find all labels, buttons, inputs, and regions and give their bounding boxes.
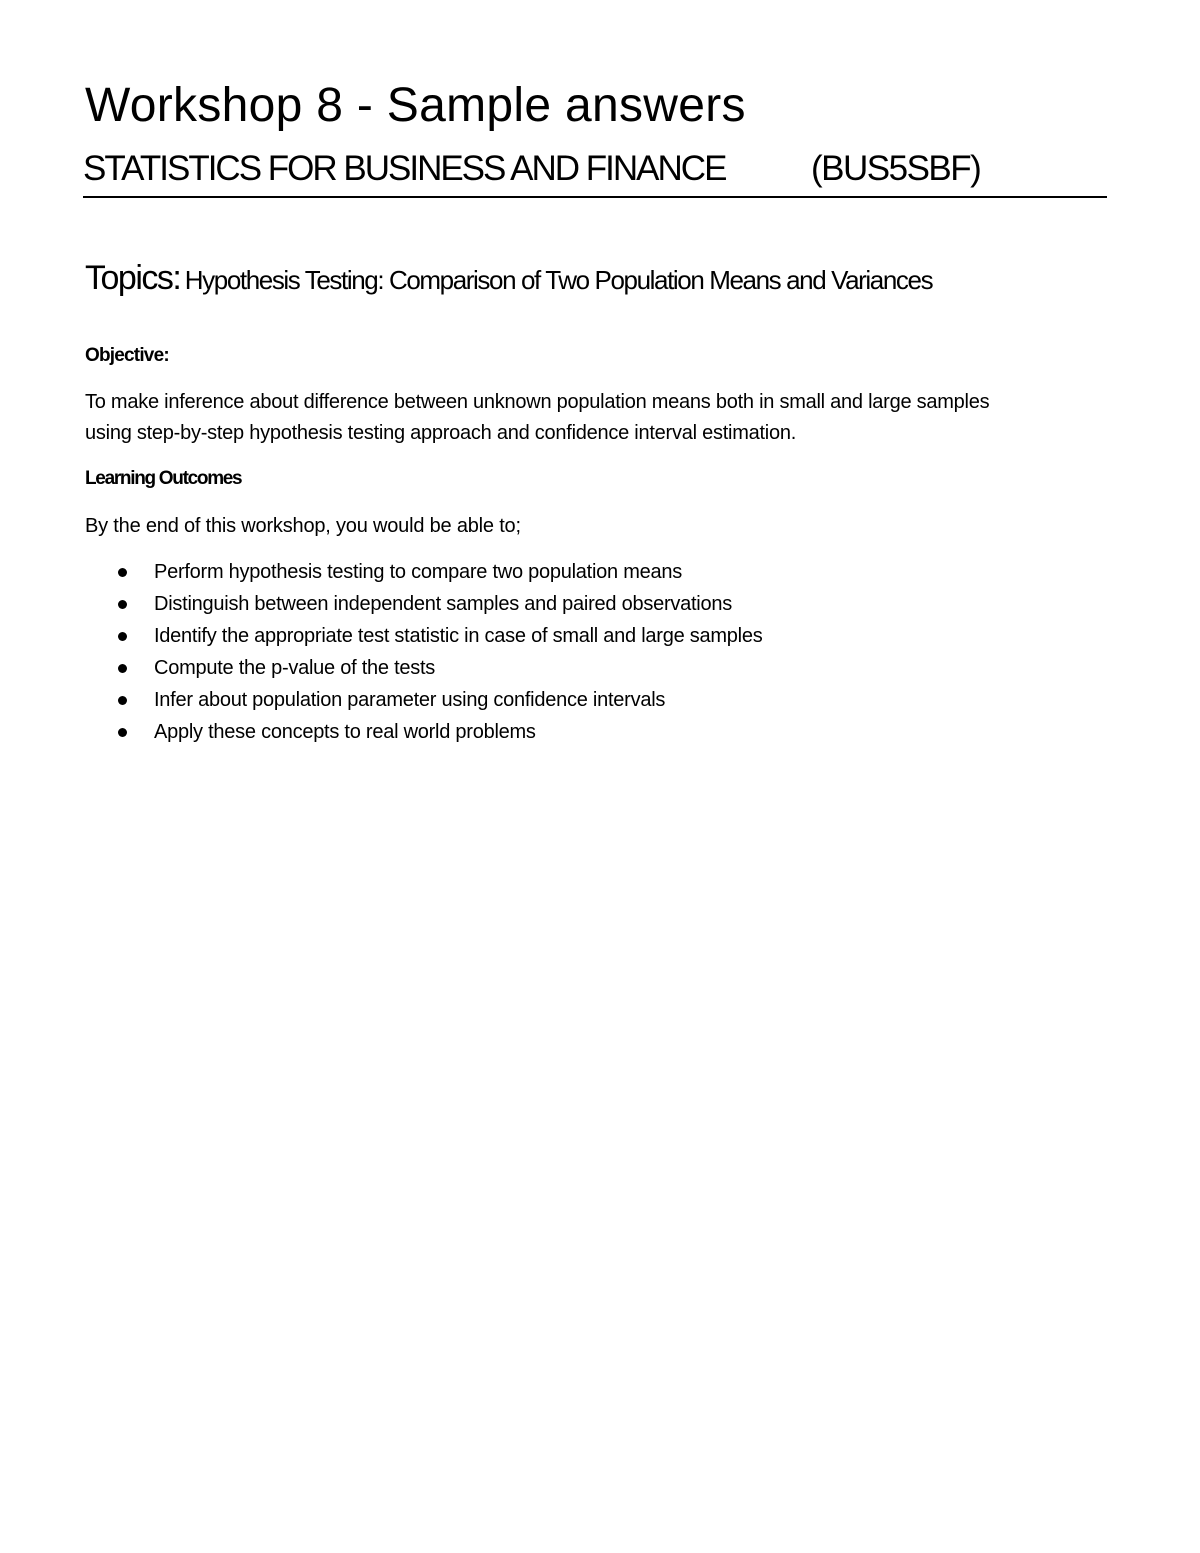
topics-label: Topics: — [85, 259, 181, 297]
learning-outcomes-heading: Learning Outcomes — [85, 468, 242, 489]
topics-text: Hypothesis Testing: Comparison of Two Population Means and Variances — [184, 265, 933, 295]
bullet-icon — [118, 728, 127, 737]
objective-paragraph — [85, 387, 1095, 449]
topics-line — [85, 256, 932, 307]
outcomes-intro: By the end of this workshop, you would be able to; — [85, 515, 521, 537]
bullet-icon — [118, 600, 127, 609]
objective-line-2: using step-by-step hypothesis testing approach and confidence interval estimation. — [85, 422, 797, 444]
document-title: Workshop 8 - Sample answers — [85, 79, 746, 132]
bullet-icon — [118, 664, 127, 673]
bullet-icon — [118, 696, 127, 705]
outcome-text: Compute the p-value of the tests — [154, 657, 436, 679]
outcome-text: Identify the appropriate test statistic in case of small and large samples — [154, 625, 763, 647]
outcome-text: Perform hypothesis testing to compare two population means — [154, 561, 683, 583]
objective-line-1: To make inference about difference between unknown population means both in small and large samples — [85, 391, 990, 413]
outcome-text: Apply these concepts to real world problems — [154, 721, 536, 743]
course-code: (BUS5SBF) — [811, 149, 981, 188]
course-header — [83, 144, 1107, 198]
bullet-icon — [118, 568, 127, 577]
bullet-icon — [118, 632, 127, 641]
objective-heading: Objective: — [85, 345, 169, 366]
outcome-text: Distinguish between independent samples and paired observations — [154, 593, 732, 615]
course-name: STATISTICS FOR BUSINESS AND FINANCE — [83, 149, 726, 188]
outcome-text: Infer about population parameter using confidence intervals — [154, 689, 666, 711]
